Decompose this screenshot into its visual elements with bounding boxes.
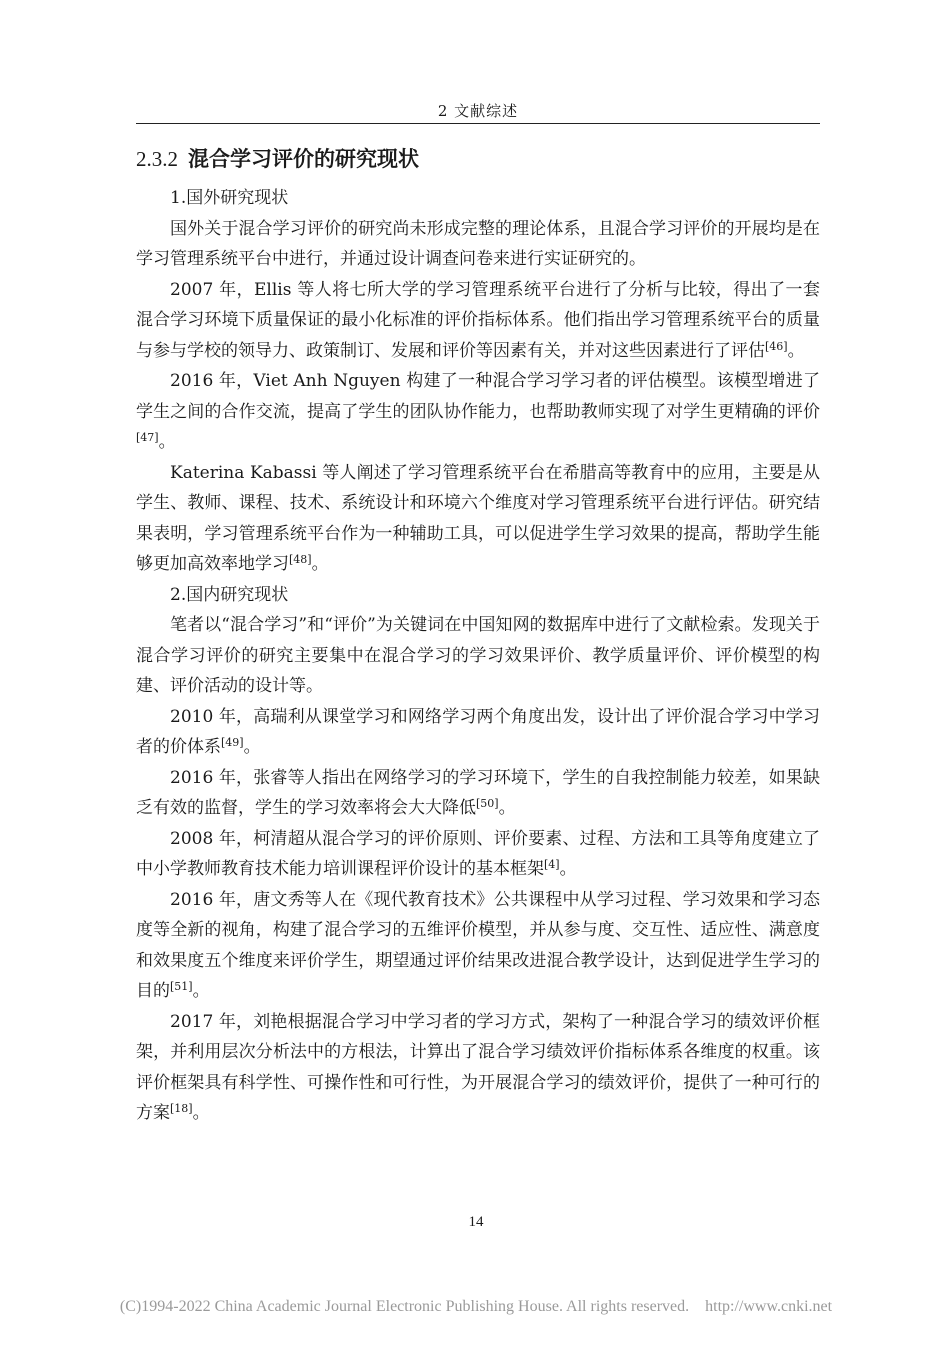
subsection-heading-foreign: 1.国外研究现状	[170, 188, 289, 208]
paragraph: Katerina Kabassi 等人阐述了学习管理系统平台在希腊高等教育中的应用，主要是从学生、教师、课程、技术、系统设计和环境六个维度对学习管理系统平台进行评估。研究结果表明，学习管理系统平台作为一种辅助工具，可以促进学生学习效果的提高，帮助学生能够更加高效率地学习[48]。	[136, 462, 820, 574]
citation: [49]	[221, 736, 244, 749]
citation: [46]	[765, 339, 788, 353]
citation: [4]	[544, 858, 560, 871]
paragraph: 2010 年，高瑞利从课堂学习和网络学习两个角度出发，设计出了评价混合学习中学习者的价体系[49]。	[136, 706, 820, 757]
paragraph: 2016 年，Viet Anh Nguyen 构建了一种混合学习学习者的评估模型。该模型增进了学生之间的合作交流，提高了学生的团队协作能力，也帮助教师实现了对学生更精确的评价[47]。	[136, 371, 820, 452]
citation: [47]	[136, 431, 159, 444]
citation: [48]	[289, 553, 312, 566]
subsection-heading-domestic: 2.国内研究现状	[170, 584, 289, 605]
paragraph: 2008 年，柯清超从混合学习的评价原则、评价要素、过程、方法和工具等角度建立了中小学教师教育技术能力培训课程评价设计的基本框架[4]。	[136, 828, 820, 879]
citation: [18]	[170, 1102, 193, 1115]
body-text	[136, 183, 820, 1129]
paragraph: 笔者以“混合学习”和“评价”为关键词在中国知网的数据库中进行了文献检索。发现关于混合学习评价的研究主要集中在混合学习的学习效果评价、教学质量评价、评价模型的构建、评价活动的设计等。	[136, 615, 820, 696]
running-header: 2 文献综述	[437, 102, 519, 120]
section-heading	[136, 143, 419, 173]
citation: [51]	[170, 980, 193, 993]
section-number: 2.3.2	[136, 147, 178, 171]
paragraph: 2007 年，Ellis 等人将七所大学的学习管理系统平台进行了分析与比较，得出了一套混合学习环境下质量保证的最小化标准的评价指标体系。他们指出学习管理系统平台的质量与参与学校的领导力、政策制订、发展和评价等因素有关，并对这些因素进行了评估[46]。	[136, 279, 820, 361]
header-rule	[136, 123, 820, 124]
citation: [50]	[476, 797, 499, 810]
copyright-footer: (C)1994-2022 China Academic Journal Electronic Publishing House. All rights reserved. http://www.cnki.net	[119, 1298, 833, 1315]
paragraph: 国外关于混合学习评价的研究尚未形成完整的理论体系，且混合学习评价的开展均是在学习管理系统平台中进行，并通过设计调查问卷来进行实证研究的。	[136, 218, 820, 269]
section-title: 混合学习评价的研究现状	[188, 146, 419, 171]
page-number: 14	[468, 1214, 484, 1230]
paragraph: 2017 年，刘艳根据混合学习中学习者的学习方式，架构了一种混合学习的绩效评价框架，并利用层次分析法中的方根法，计算出了混合学习绩效评价指标体系各维度的权重。该评价框架具有科学性、可操作性和可行性，为开展混合学习的绩效评价，提供了一种可行的方案[18]。	[136, 1011, 820, 1123]
paragraph: 2016 年，唐文秀等人在《现代教育技术》公共课程中从学习过程、学习效果和学习态度等全新的视角，构建了混合学习的五维评价模型，并从参与度、交互性、适应性、满意度和效果度五个维度来评价学生，期望通过评价结果改进混合教学设计，达到促进学生学习的目的[51]。	[136, 889, 820, 1001]
paragraph: 2016 年，张睿等人指出在网络学习的学习环境下，学生的自我控制能力较差，如果缺乏有效的监督，学生的学习效率将会大大降低[50]。	[136, 767, 820, 818]
